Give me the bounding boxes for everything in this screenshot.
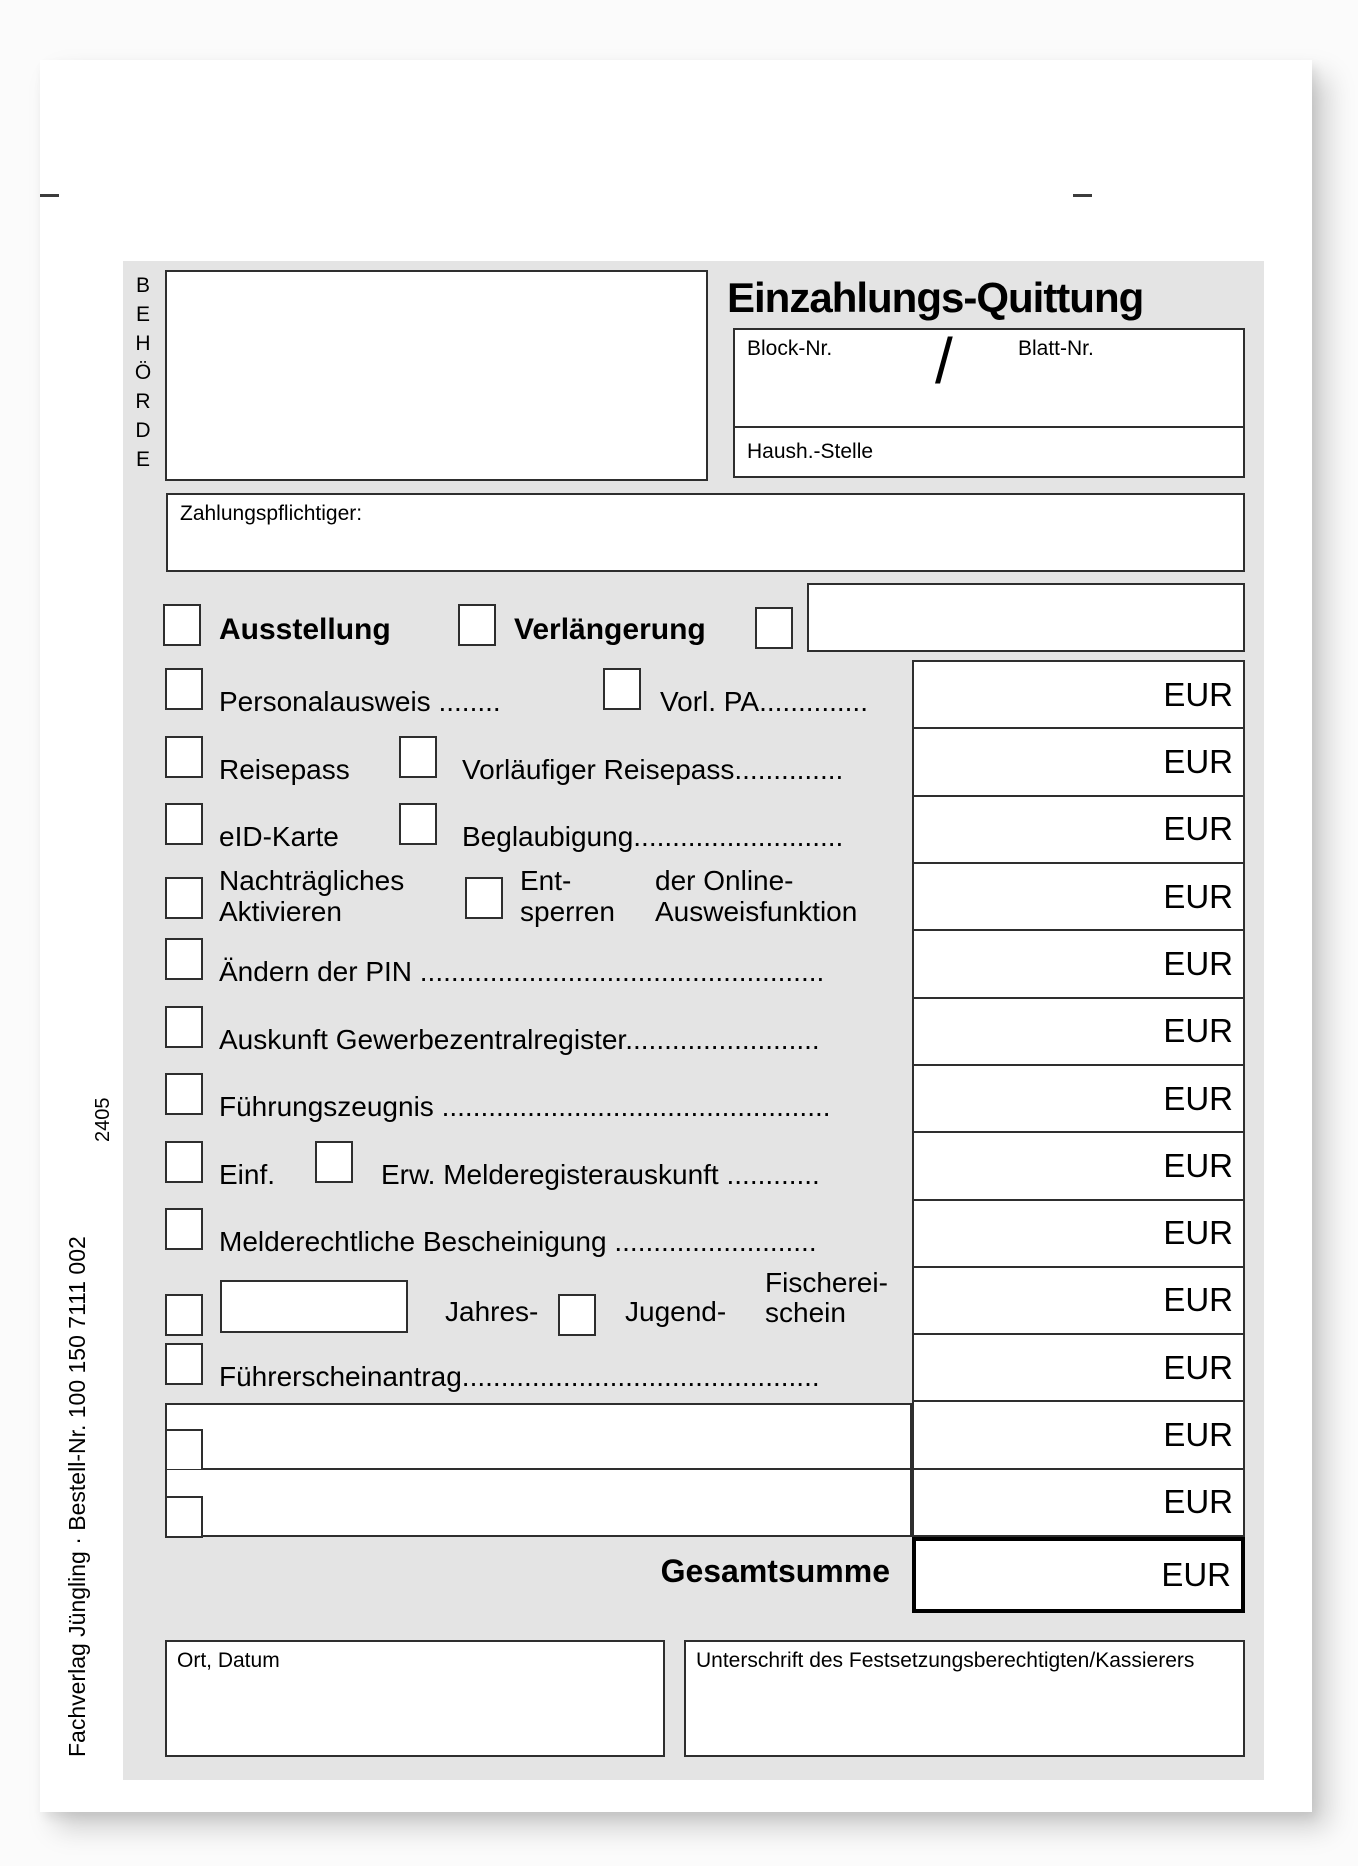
checkbox-nachtraegliches-aktivieren[interactable] xyxy=(165,877,203,919)
crop-mark-left xyxy=(40,194,59,197)
checkbox-vorlaeufiger-reisepass[interactable] xyxy=(399,736,437,778)
currency-label: EUR xyxy=(1163,675,1233,713)
eur-field-custom-1[interactable] xyxy=(914,1400,1243,1467)
checkbox-vorl-pa[interactable] xyxy=(603,668,641,710)
haush-stelle-label: Haush.-Stelle xyxy=(747,440,874,463)
fuehrerscheinantrag-label: Führerscheinantrag.............................................. xyxy=(219,1361,820,1392)
checkbox-other-type[interactable] xyxy=(755,607,793,649)
behoerde-vertical-label: B E H Ö R D E xyxy=(134,274,152,471)
currency-label: EUR xyxy=(1163,742,1233,780)
currency-label: EUR xyxy=(1163,1483,1233,1521)
gesamtsumme-eur-field[interactable] xyxy=(912,1537,1245,1613)
nachtraegliches-aktivieren-label: Nachträgliches Aktivieren xyxy=(219,865,405,927)
checkbox-einf-melderegisterauskunft[interactable] xyxy=(165,1141,203,1183)
checkbox-beglaubigung[interactable] xyxy=(399,803,437,845)
form-body xyxy=(123,261,1264,1780)
blatt-nr-label: Blatt-Nr. xyxy=(1018,337,1094,360)
checkbox-auskunft-gewerbezentralregister[interactable] xyxy=(165,1006,203,1048)
currency-label: EUR xyxy=(1163,944,1233,982)
fischereischein-label: Fischerei- schein xyxy=(765,1268,888,1328)
row-fuehrungszeugnis xyxy=(165,1065,912,1133)
row-melderechtliche-bescheinigung xyxy=(165,1200,912,1268)
fischereischein-year-input[interactable] xyxy=(220,1280,408,1333)
checkbox-aendern-der-pin[interactable] xyxy=(165,938,203,980)
behoerde-stamp-box[interactable] xyxy=(165,270,708,481)
crop-mark-right xyxy=(1073,194,1092,197)
eur-field-personalausweis[interactable] xyxy=(914,662,1243,727)
row-custom-2 xyxy=(165,1470,912,1538)
zahlungspflichtiger-box[interactable] xyxy=(166,493,1245,572)
erw-melderegisterauskunft-label: Erw. Melderegisterauskunft ............ xyxy=(381,1159,820,1190)
personalausweis-label: Personalausweis ........ xyxy=(219,686,501,717)
vorlaeufiger-reisepass-label: Vorläufiger Reisepass.............. xyxy=(462,754,844,785)
online-ausweisfunktion-label: der Online- Ausweisfunktion xyxy=(655,865,858,927)
beglaubigung-label: Beglaubigung........................... xyxy=(462,821,844,852)
row-online-ausweisfunktion xyxy=(165,863,912,931)
eur-field-fischereischein[interactable] xyxy=(914,1266,1243,1333)
ausstellung-label: Ausstellung xyxy=(219,613,391,646)
form-code: 2405 xyxy=(92,1097,114,1142)
row-melderegisterauskunft xyxy=(165,1133,912,1201)
block-nr-label: Block-Nr. xyxy=(747,337,833,360)
ort-datum-label: Ort, Datum xyxy=(177,1649,280,1672)
ort-datum-box[interactable] xyxy=(165,1640,665,1757)
checkbox-ausstellung[interactable] xyxy=(163,604,201,646)
block-blatt-box[interactable] xyxy=(733,325,1245,428)
checkbox-custom-2[interactable] xyxy=(165,1496,203,1538)
eur-field-melderechtliche-bescheinigung[interactable] xyxy=(914,1199,1243,1266)
eur-field-custom-2[interactable] xyxy=(914,1468,1243,1535)
eur-field-gewerbezentralregister[interactable] xyxy=(914,997,1243,1064)
currency-label: EUR xyxy=(1163,1214,1233,1252)
checkbox-fuehrungszeugnis[interactable] xyxy=(165,1073,203,1115)
checkbox-jugend-fischereischein[interactable] xyxy=(558,1294,596,1336)
unterschrift-label: Unterschrift des Festsetzungsberechtigten/Kassierers xyxy=(696,1649,1195,1672)
vorl-pa-label: Vorl. PA.............. xyxy=(660,686,868,717)
eur-field-reisepass[interactable] xyxy=(914,727,1243,794)
row-eid-karte xyxy=(165,795,912,863)
auskunft-gewerbezentralregister-label: Auskunft Gewerbezentralregister......................... xyxy=(219,1024,820,1055)
melderechtliche-bescheinigung-label: Melderechtliche Bescheinigung .......................... xyxy=(219,1226,817,1257)
eid-karte-label: eID-Karte xyxy=(219,821,339,852)
form-title: Einzahlungs-Quittung xyxy=(727,274,1144,321)
currency-label: EUR xyxy=(1163,1348,1233,1386)
row-fischereischein xyxy=(165,1268,912,1336)
checkbox-verlaengerung[interactable] xyxy=(458,604,496,646)
row-gewerbezentralregister xyxy=(165,998,912,1066)
entsperren-label: Ent- sperren xyxy=(520,865,615,927)
currency-label: EUR xyxy=(1163,877,1233,915)
currency-label: EUR xyxy=(1163,1281,1233,1319)
eur-field-fuehrungszeugnis[interactable] xyxy=(914,1064,1243,1131)
checkbox-reisepass[interactable] xyxy=(165,736,203,778)
fuehrungszeugnis-label: Führungszeugnis .................................................. xyxy=(219,1091,831,1122)
jugend-label: Jugend- xyxy=(625,1296,727,1327)
checkbox-fuehrerscheinantrag[interactable] xyxy=(165,1343,203,1385)
checkbox-erw-melderegisterauskunft[interactable] xyxy=(315,1141,353,1183)
zahlungspflichtiger-label: Zahlungspflichtiger: xyxy=(180,502,363,525)
einf-label: Einf. xyxy=(219,1159,276,1190)
currency-label: EUR xyxy=(1163,1146,1233,1184)
other-type-field[interactable] xyxy=(807,583,1245,652)
eur-field-aendern-der-pin[interactable] xyxy=(914,929,1243,996)
unterschrift-box[interactable] xyxy=(684,1640,1245,1757)
gesamtsumme-label: Gesamtsumme xyxy=(660,1553,890,1589)
eur-field-online-ausweisfunktion[interactable] xyxy=(914,862,1243,929)
currency-label: EUR xyxy=(1161,1556,1231,1593)
block-blatt-slash: / xyxy=(935,325,953,397)
verlaengerung-label: Verlängerung xyxy=(514,613,706,646)
checkbox-custom-1[interactable] xyxy=(165,1429,203,1471)
reisepass-label: Reisepass xyxy=(219,754,350,785)
checkbox-entsperren[interactable] xyxy=(465,877,503,919)
row-reisepass xyxy=(165,728,912,796)
checkbox-eid-karte[interactable] xyxy=(165,803,203,845)
currency-label: EUR xyxy=(1163,1416,1233,1454)
eur-field-eid-karte[interactable] xyxy=(914,795,1243,862)
custom-service-field-2[interactable] xyxy=(165,1470,912,1537)
row-personalausweis xyxy=(165,660,912,728)
publisher-imprint: Fachverlag Jüngling · Bestell-Nr. 100 150 7111 002 xyxy=(64,1236,90,1757)
row-custom-1 xyxy=(165,1403,912,1471)
currency-label: EUR xyxy=(1163,810,1233,848)
eur-amount-column xyxy=(912,660,1245,1537)
row-aendern-der-pin xyxy=(165,930,912,998)
checkbox-fischereischein[interactable] xyxy=(165,1294,203,1336)
jahres-label: Jahres- xyxy=(445,1296,539,1327)
checkbox-personalausweis[interactable] xyxy=(165,668,203,710)
aendern-der-pin-label: Ändern der PIN .................................................... xyxy=(219,956,825,987)
haush-stelle-box[interactable] xyxy=(733,428,1245,478)
eur-field-melderegisterauskunft[interactable] xyxy=(914,1131,1243,1198)
custom-service-field-1[interactable] xyxy=(165,1403,912,1470)
row-fuehrerscheinantrag xyxy=(165,1335,912,1403)
currency-label: EUR xyxy=(1163,1079,1233,1117)
checkbox-melderechtliche-bescheinigung[interactable] xyxy=(165,1208,203,1250)
currency-label: EUR xyxy=(1163,1012,1233,1050)
eur-field-fuehrerscheinantrag[interactable] xyxy=(914,1333,1243,1400)
